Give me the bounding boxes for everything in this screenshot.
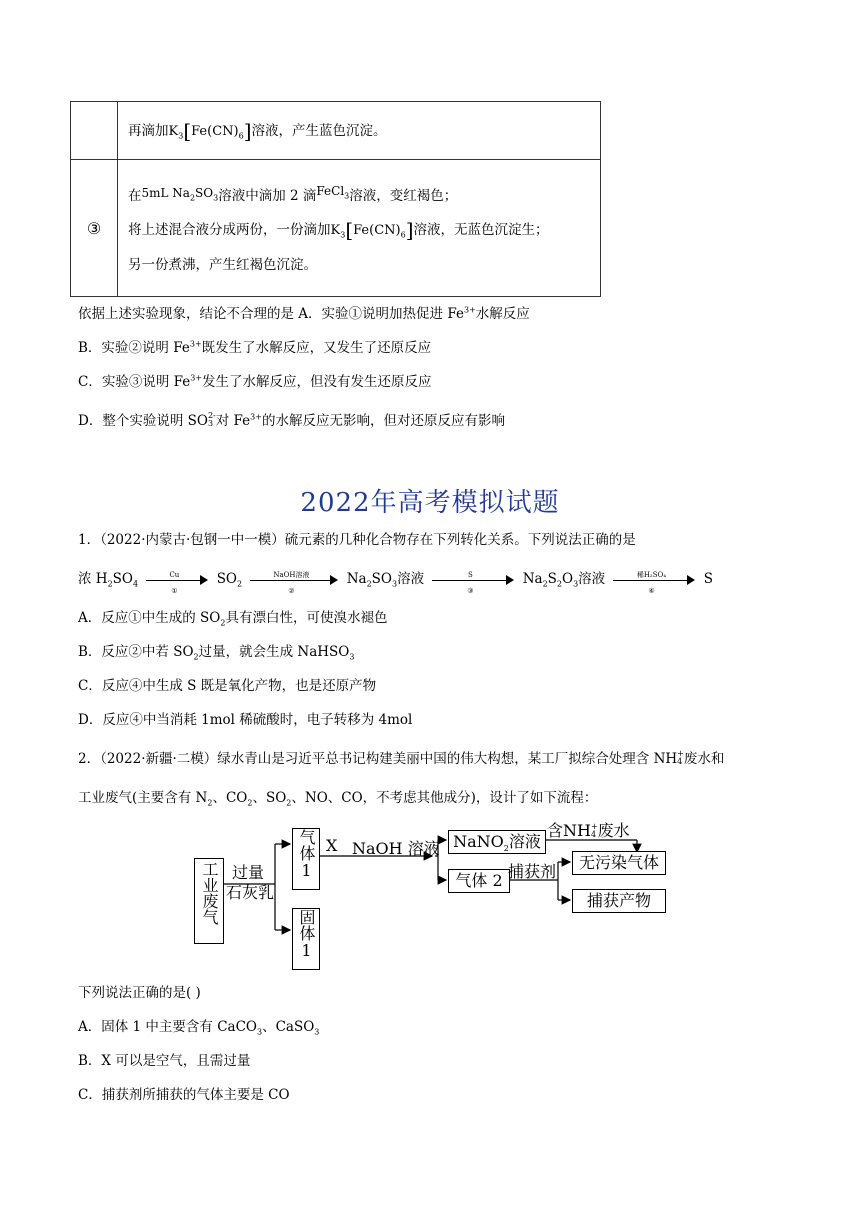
lime-milk-label: 石灰乳 [226, 883, 275, 902]
table-line: 将上述混合液分成两份，一份滴加$K_3[Fe(CN)_6]$溶液，无蓝色沉淀生； [128, 218, 549, 242]
solid1-box: 固体1 [292, 908, 320, 970]
table-index-cell [71, 102, 118, 160]
q1-option-a: A．反应①中生成的 $SO_2$具有漂白性，可使溴水褪色 [78, 610, 388, 628]
q2-option-a: A．固体 1 中主要含有 CaCO$_3$、CaSO$_3$ [78, 1019, 320, 1037]
option-d: D．整个实验说明 SO2- 3 对 $Fe^{3+}$的水解反应无影响，但对还原反应有影响 [78, 411, 505, 429]
table-content-cell [118, 160, 601, 297]
q2-option-b: B．X 可以是空气，且需过量 [78, 1053, 251, 1069]
experiment-table [70, 101, 601, 297]
option-b: B．实验②说明 $Fe^{3+}$既发生了水解反应，又发生了还原反应 [78, 339, 432, 356]
reaction-arrow-4: 稀H₂SO₄ ④ [613, 573, 695, 587]
q2-stem-line2: 工业废气(主要含有 $N_2$、$CO_2$、$SO_2$、NO、CO，不考虑其他成分)，设计了如下流程： [78, 790, 598, 808]
reagent-formula: $K_3[Fe(CN)_6]$ [168, 118, 252, 143]
process-flow-diagram [190, 820, 670, 970]
capture-product-box: 捕获产物 [572, 889, 666, 913]
q1-reaction-chain: 浓 $H_2SO_4$ Cu ① $SO_2$ NaOH溶液 ② $Na_2SO_3$溶液 S ③ $Na_2S_2O_3$溶液 稀H₂SO₄ ④ S [78, 570, 714, 595]
reaction-arrow-1: Cu ① [146, 573, 208, 587]
option-c: C．实验③说明 $Fe^{3+}$发生了水解反应，但没有发生还原反应 [78, 373, 432, 390]
table-text: 溶液，产生蓝色沉淀。 [251, 122, 387, 139]
table-line: 另一份煮沸，产生红褐色沉淀。 [128, 257, 317, 273]
reaction-arrow-2: NaOH溶液 ② [250, 573, 338, 587]
table-index-cell: ③ [71, 160, 118, 297]
catcher-label: 捕获剂 [508, 862, 557, 881]
q2-option-c: C．捕获剂所捕获的气体主要是 CO [78, 1087, 290, 1103]
table-text: 再滴加 [128, 122, 169, 139]
nano2-box: NaNO$_2$溶液 [448, 830, 546, 854]
reaction-arrow-3: S ③ [432, 573, 514, 587]
waste-gas-box: 工业废气 [194, 858, 224, 944]
gas1-box: 气体1 [292, 828, 320, 890]
q1-option-b: B．反应②中若 $SO_2$过量，就会生成 NaHSO$_3$ [78, 644, 355, 662]
q1-stem: 1．（2022·内蒙古·包钢一中一模）硫元素的几种化合物存在下列转化关系。下列说法正确的是 [78, 532, 636, 548]
q1-option-d: D．反应④中当消耗 1mol 稀硫酸时，电子转移为 4mol [78, 712, 413, 728]
q2-stem: 2．（2022·新疆·二模）绿水青山是习近平总书记构建美丽中国的伟大构想，某工厂拟综合处理含 NH+ 4 废水和 [78, 749, 725, 767]
section-title: 2022年高考模拟试题 [300, 488, 560, 518]
question-stem: 依据上述实验现象，结论不合理的是 A．实验①说明加热促进 $Fe^{3+}$水解反应 [78, 305, 530, 322]
naoh-label: NaOH 溶液 [352, 839, 440, 858]
gas2-box: 气体 2 [448, 869, 510, 893]
table-content-cell [118, 102, 601, 160]
q1-option-c: C．反应④中生成 S 既是氧化产物，也是还原产物 [78, 678, 377, 694]
nh4-wastewater-label: 含NH+ 4 废水 [547, 821, 630, 840]
x-label: X [326, 836, 338, 855]
table-line: 在5mL $Na_2SO_3$溶液中滴加 2 滴FeCl$_3$溶液，变红褐色； [128, 184, 458, 204]
clean-gas-box: 无污染气体 [572, 851, 666, 875]
excess-label: 过量 [232, 863, 265, 882]
q2-ask: 下列说法正确的是( ) [78, 985, 201, 1001]
